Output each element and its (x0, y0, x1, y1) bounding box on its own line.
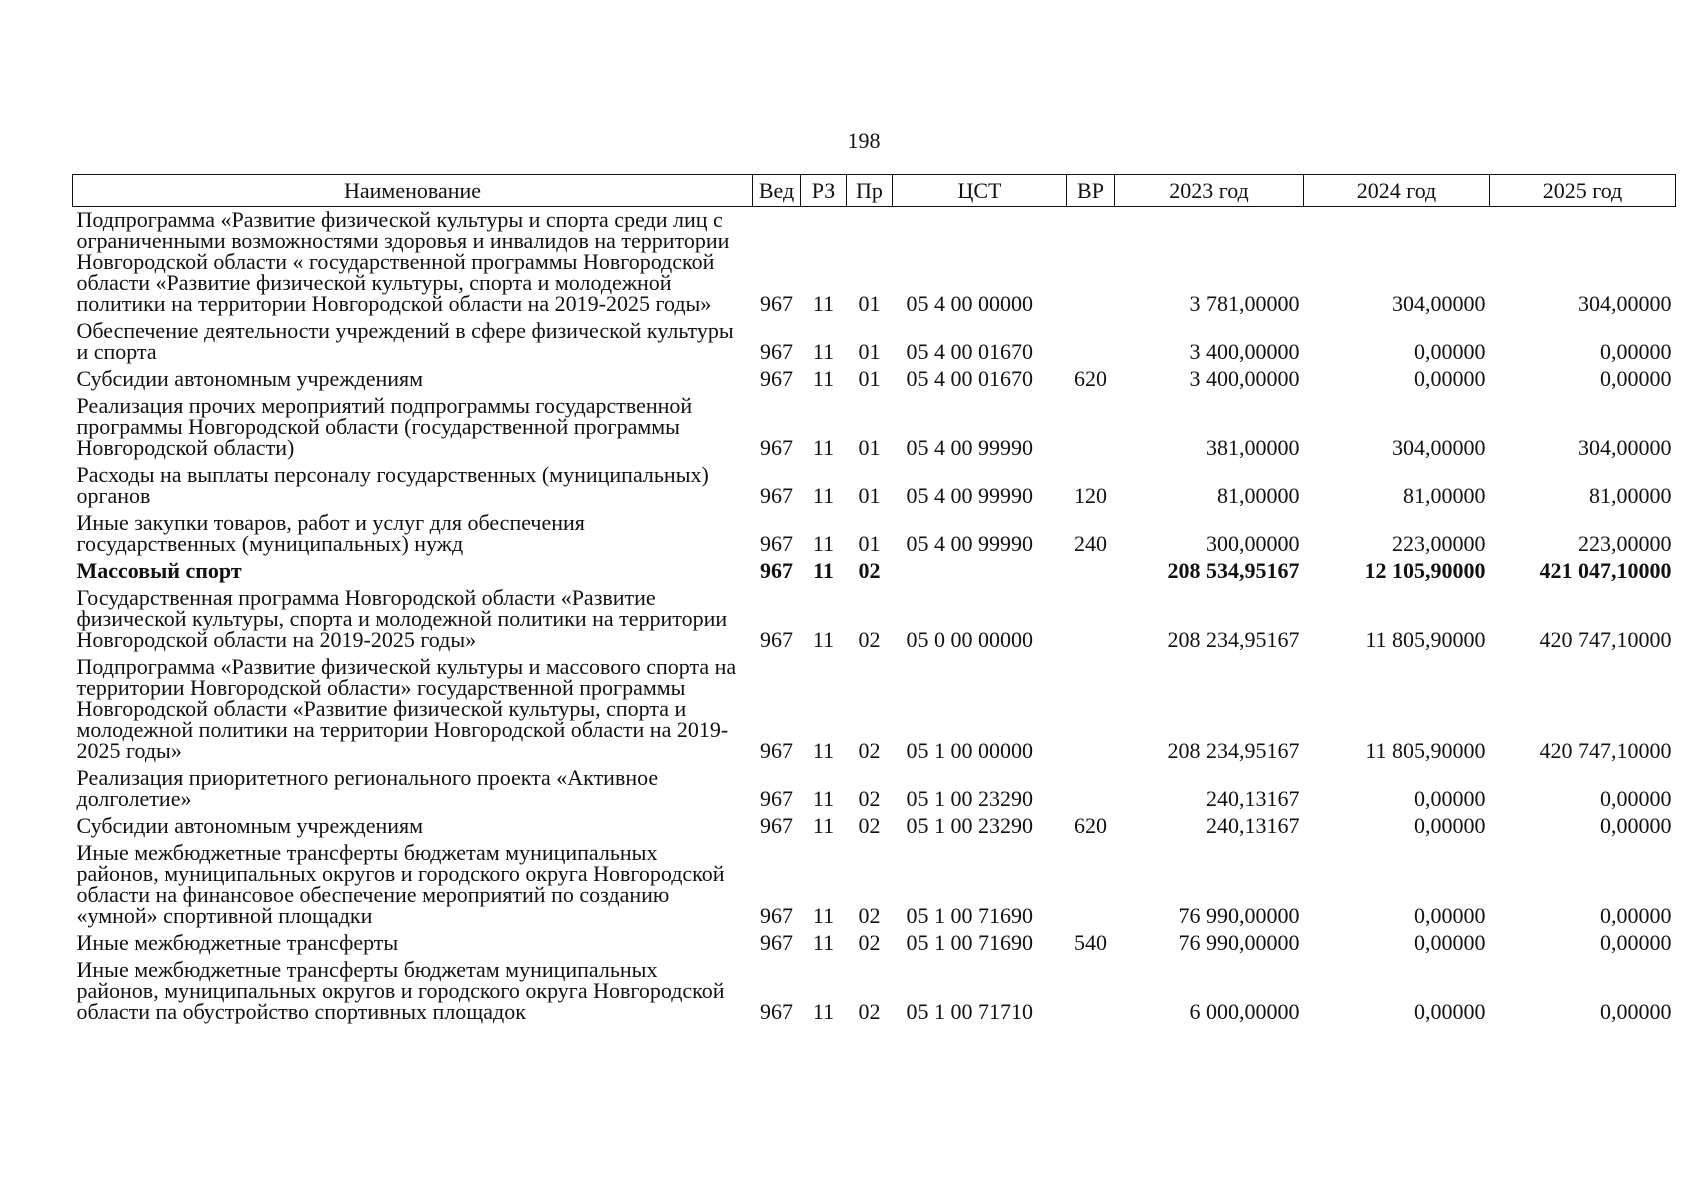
row-amount-2025: 304,00000 (1578, 435, 1672, 460)
row-rz: 11 (812, 483, 835, 508)
row-pr: 02 (858, 558, 881, 583)
page-number: 198 (847, 128, 881, 153)
row-rz: 11 (812, 435, 835, 460)
row-rz: 11 (812, 531, 835, 556)
header-pr: Пр (847, 175, 893, 207)
row-pr: 02 (858, 999, 881, 1024)
table-row (73, 393, 1676, 462)
row-ved: 967 (760, 366, 793, 391)
row-amount-2023: 240,13167 (1206, 786, 1300, 811)
table-row (73, 840, 1676, 930)
table-row (73, 930, 1676, 957)
row-cst: 05 0 00 00000 (906, 627, 1033, 652)
row-amount-2024: 81,00000 (1403, 483, 1486, 508)
row-pr: 02 (858, 930, 881, 955)
row-name: Реализация прочих мероприятий подпрограммы государственной программы Новгородской области (государственной программы Новгородской области) (76, 393, 693, 460)
row-ved: 967 (760, 627, 793, 652)
row-amount-2024: 223,00000 (1392, 531, 1486, 556)
row-amount-2025: 421 047,10000 (1539, 558, 1672, 583)
row-pr: 02 (858, 813, 881, 838)
row-name: Субсидии автономным учреждениям (76, 366, 424, 391)
row-amount-2024: 0,00000 (1414, 366, 1486, 391)
table-row (73, 510, 1676, 558)
row-amount-2023: 3 781,00000 (1189, 291, 1300, 316)
row-amount-2023: 3 400,00000 (1189, 339, 1300, 364)
table-row (73, 207, 1676, 319)
row-cst: 05 4 00 99990 (906, 531, 1033, 556)
row-pr: 02 (858, 738, 881, 763)
table-row (73, 318, 1676, 366)
table-row (73, 654, 1676, 765)
row-pr: 01 (858, 339, 881, 364)
row-rz: 11 (812, 627, 835, 652)
row-amount-2025: 304,00000 (1578, 291, 1672, 316)
row-vr (1067, 318, 1115, 366)
row-vr: 120 (1074, 483, 1107, 508)
row-amount-2025: 420 747,10000 (1539, 627, 1672, 652)
row-amount-2024: 0,00000 (1414, 786, 1486, 811)
row-pr: 01 (858, 483, 881, 508)
row-rz: 11 (812, 339, 835, 364)
row-pr: 01 (858, 366, 881, 391)
table-row (73, 585, 1676, 654)
table-row (73, 957, 1676, 1026)
row-ved: 967 (760, 786, 793, 811)
row-vr (1067, 654, 1115, 765)
row-pr: 02 (858, 903, 881, 928)
row-amount-2023: 3 400,00000 (1189, 366, 1300, 391)
row-ved: 967 (760, 531, 793, 556)
row-amount-2025: 420 747,10000 (1539, 738, 1672, 763)
row-cst: 05 4 00 99990 (906, 483, 1033, 508)
row-pr: 01 (858, 531, 881, 556)
row-cst: 05 1 00 23290 (906, 786, 1033, 811)
row-cst: 05 1 00 71690 (906, 903, 1033, 928)
row-name: Подпрограмма «Развитие физической культуры и массового спорта на территории Новгородской области» государственной программы Новгородской области «Развитие физической культуры, спорта и молодежной политики на территории Новгородской области на 2019-2025 годы» (76, 654, 737, 763)
row-ved: 967 (760, 930, 793, 955)
row-rz: 11 (812, 903, 835, 928)
row-name: Обеспечение деятельности учреждений в сфере физической культуры и спорта (76, 318, 734, 364)
row-amount-2024: 304,00000 (1392, 435, 1486, 460)
row-amount-2025: 0,00000 (1600, 930, 1672, 955)
row-ved: 967 (760, 999, 793, 1024)
row-ved: 967 (760, 435, 793, 460)
header-vr: ВР (1067, 175, 1115, 207)
row-vr: 620 (1074, 366, 1107, 391)
row-amount-2023: 208 534,95167 (1167, 558, 1300, 583)
row-amount-2024: 11 805,90000 (1365, 738, 1486, 763)
row-name: Иные межбюджетные трансферты бюджетам муниципальных районов, муниципальных округов и городского округа Новгородской области на финансовое обеспечение мероприятий по созданию «умной» спортивной площадки (76, 840, 725, 928)
row-cst: 05 4 00 00000 (906, 291, 1033, 316)
row-amount-2024: 0,00000 (1414, 339, 1486, 364)
row-cst: 05 1 00 23290 (906, 813, 1033, 838)
row-amount-2024: 0,00000 (1414, 930, 1486, 955)
table-row (73, 558, 1676, 585)
budget-table (72, 174, 1676, 1026)
table-header-row (73, 175, 1676, 207)
row-ved: 967 (760, 339, 793, 364)
table-row (73, 366, 1676, 393)
row-vr (1067, 840, 1115, 930)
table-row (73, 462, 1676, 510)
row-pr: 02 (858, 627, 881, 652)
row-amount-2025: 0,00000 (1600, 366, 1672, 391)
row-rz: 11 (813, 558, 834, 583)
row-amount-2025: 0,00000 (1600, 813, 1672, 838)
row-rz: 11 (812, 999, 835, 1024)
row-rz: 11 (812, 291, 835, 316)
row-cst: 05 4 00 01670 (906, 339, 1033, 364)
row-ved: 967 (760, 903, 793, 928)
row-amount-2023: 6 000,00000 (1189, 999, 1300, 1024)
header-rz: РЗ (801, 175, 847, 207)
row-cst: 05 1 00 71710 (906, 999, 1033, 1024)
row-amount-2023: 76 990,00000 (1178, 930, 1300, 955)
table-body (73, 207, 1676, 1027)
row-rz: 11 (812, 786, 835, 811)
table-row (73, 765, 1676, 813)
header-2025: 2025 год (1490, 175, 1676, 207)
table-row (73, 813, 1676, 840)
row-ved: 967 (760, 291, 793, 316)
row-vr: 620 (1074, 813, 1107, 838)
row-amount-2025: 0,00000 (1600, 999, 1672, 1024)
row-cst: 05 4 00 01670 (906, 366, 1033, 391)
row-name: Иные межбюджетные трансферты бюджетам муниципальных районов, муниципальных округов и городского округа Новгородской области па обустройство спортивных площадок (76, 957, 725, 1024)
row-cst: 05 1 00 71690 (906, 930, 1033, 955)
row-rz: 11 (812, 813, 835, 838)
row-vr (1067, 585, 1115, 654)
header-cst: ЦСТ (893, 175, 1067, 207)
row-vr (1067, 957, 1115, 1026)
row-rz: 11 (812, 930, 835, 955)
row-name: Субсидии автономным учреждениям (76, 813, 424, 838)
row-name: Иные межбюджетные трансферты (76, 930, 399, 955)
header-2024: 2024 год (1304, 175, 1490, 207)
row-amount-2023: 208 234,95167 (1167, 738, 1300, 763)
row-name: Иные закупки товаров, работ и услуг для обеспечения государственных (муниципальных) нужд (76, 510, 585, 556)
row-amount-2025: 0,00000 (1600, 786, 1672, 811)
row-cst (893, 558, 1067, 585)
row-amount-2023: 208 234,95167 (1167, 627, 1300, 652)
row-vr: 240 (1074, 531, 1107, 556)
row-amount-2025: 0,00000 (1600, 903, 1672, 928)
row-name: Расходы на выплаты персоналу государственных (муниципальных) органов (76, 462, 709, 508)
row-amount-2025: 0,00000 (1600, 339, 1672, 364)
row-pr: 01 (858, 435, 881, 460)
row-vr: 540 (1074, 930, 1107, 955)
row-pr: 01 (858, 291, 881, 316)
row-amount-2023: 381,00000 (1206, 435, 1300, 460)
row-rz: 11 (812, 366, 835, 391)
row-amount-2023: 81,00000 (1217, 483, 1300, 508)
row-vr (1067, 558, 1115, 585)
row-name: Государственная программа Новгородской области «Развитие физической культуры, спорта и молодежной политики на территории Новгородской области на 2019-2025 годы» (76, 585, 728, 652)
row-amount-2024: 12 105,90000 (1364, 558, 1486, 583)
row-amount-2023: 300,00000 (1206, 531, 1300, 556)
row-vr (1067, 207, 1115, 319)
row-ved: 967 (760, 558, 793, 583)
header-2023: 2023 год (1115, 175, 1304, 207)
header-name: Наименование (73, 175, 753, 207)
row-ved: 967 (760, 738, 793, 763)
row-ved: 967 (760, 813, 793, 838)
row-ved: 967 (760, 483, 793, 508)
row-vr (1067, 765, 1115, 813)
row-name: Реализация приоритетного регионального проекта «Активное долголетие» (76, 765, 659, 811)
row-cst: 05 1 00 00000 (906, 738, 1033, 763)
header-ved: Вед (753, 175, 801, 207)
row-cst: 05 4 00 99990 (906, 435, 1033, 460)
row-amount-2024: 0,00000 (1414, 813, 1486, 838)
row-amount-2025: 223,00000 (1578, 531, 1672, 556)
row-amount-2024: 0,00000 (1414, 999, 1486, 1024)
row-pr: 02 (858, 786, 881, 811)
row-name: Подпрограмма «Развитие физической культуры и спорта среди лиц с ограниченными возможностями здоровья и инвалидов на территории Новгородской области « государственной программы Новгородской области «Развитие физической культуры, спорта и молодежной политики на территории Новгородской области на 2019-2025 годы» (76, 207, 730, 316)
row-amount-2025: 81,00000 (1589, 483, 1672, 508)
row-amount-2023: 76 990,00000 (1178, 903, 1300, 928)
row-vr (1067, 393, 1115, 462)
row-amount-2024: 0,00000 (1414, 903, 1486, 928)
row-name: Массовый спорт (76, 558, 242, 583)
row-rz: 11 (812, 738, 835, 763)
row-amount-2024: 11 805,90000 (1365, 627, 1486, 652)
row-amount-2024: 304,00000 (1392, 291, 1486, 316)
row-amount-2023: 240,13167 (1206, 813, 1300, 838)
